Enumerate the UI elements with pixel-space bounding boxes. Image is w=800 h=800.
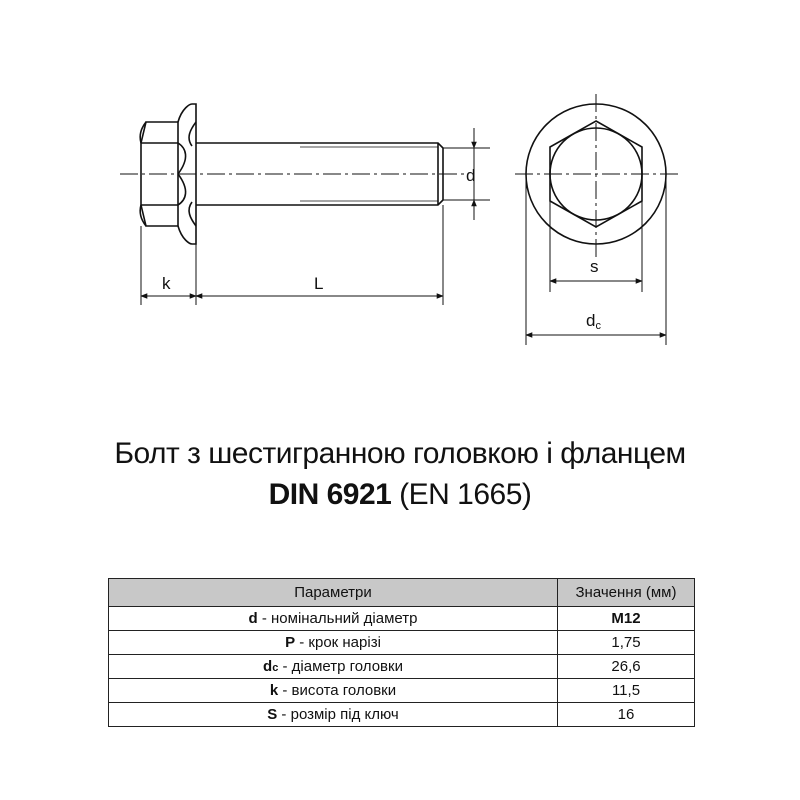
standard-code: DIN 6921 [268, 478, 392, 511]
dimension-k-L [141, 205, 443, 305]
param-symbol-subscript: c [272, 662, 279, 674]
value-cell: 11,5 [558, 679, 695, 703]
dimension-label-L: L [314, 274, 324, 293]
param-cell [109, 679, 558, 703]
standard-equivalent: (EN 1665) [399, 478, 532, 511]
product-standard [0, 478, 800, 512]
param-cell [109, 655, 558, 679]
value-cell: M12 [558, 607, 695, 631]
flange-curve [189, 122, 196, 146]
param-symbol: d [248, 610, 258, 627]
param-cell [109, 607, 558, 631]
table-header-row [109, 579, 695, 607]
param-description: - крок нарізі [295, 634, 381, 651]
param-description: - розмір під ключ [277, 706, 399, 723]
param-cell [109, 631, 558, 655]
specification-table [108, 578, 695, 727]
top-view-centerlines [515, 94, 680, 258]
param-description: - висота головки [278, 682, 397, 699]
table-row [109, 607, 695, 631]
param-description: - діаметр головки [278, 658, 403, 675]
dimension-label-k: k [162, 274, 171, 293]
table-row [109, 655, 695, 679]
param-symbol: P [285, 634, 296, 651]
value-cell: 16 [558, 703, 695, 727]
flange-curve [178, 143, 186, 174]
dimension-label-s: s [590, 257, 599, 276]
table-body [109, 607, 695, 727]
header-values: Значення (мм) [558, 579, 695, 607]
dimension-label-dc: dc [586, 311, 601, 332]
param-cell [109, 703, 558, 727]
table-row [109, 679, 695, 703]
product-title: Болт з шестигранною головкою і фланцем [114, 437, 686, 470]
param-symbol: k [269, 682, 279, 699]
header-parameters: Параметри [109, 579, 558, 607]
value-cell: 1,75 [558, 631, 695, 655]
table-row [109, 703, 695, 727]
value-cell: 26,6 [558, 655, 695, 679]
param-description: - номінальний діаметр [257, 610, 418, 627]
flange-curve [189, 202, 196, 226]
dimension-label-d: d [466, 166, 476, 185]
param-symbol: S [267, 706, 278, 723]
table-row [109, 631, 695, 655]
flange-curve [178, 174, 186, 205]
param-symbol: d [263, 658, 273, 675]
